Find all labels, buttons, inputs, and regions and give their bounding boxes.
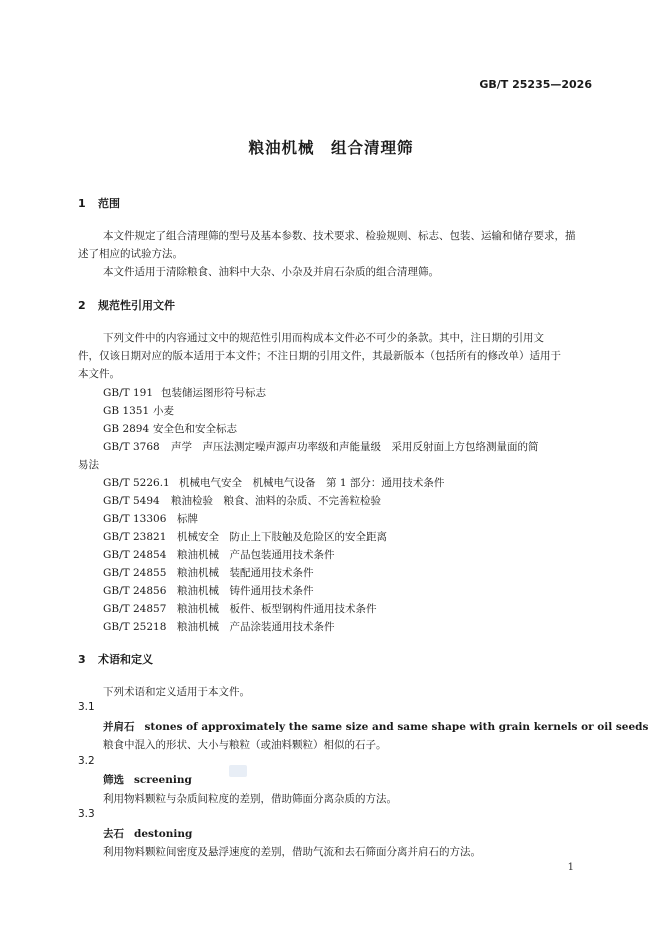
term-number: 3.1 xyxy=(78,701,95,713)
references-paragraph-line: 件，仅该日期对应的版本适用于本文件；不注日期的引用文件，其最新版本（包括所有的修改单）适用于 xyxy=(78,350,561,362)
section-number: 3 xyxy=(78,653,86,666)
reference-code: GB/T 3768 xyxy=(103,441,160,453)
reference-item-continuation: 易法 xyxy=(78,459,99,471)
reference-item xyxy=(103,583,314,598)
reference-item xyxy=(103,547,335,562)
section-3-heading xyxy=(78,651,153,667)
reference-code: GB/T 23821 xyxy=(103,531,167,543)
reference-item xyxy=(103,529,387,544)
section-title: 术语和定义 xyxy=(98,653,153,666)
term-heading xyxy=(103,719,648,734)
reference-title: 声学 声压法测定噪声源声功率级和声能量级 采用反射面上方包络测量面的简 xyxy=(171,441,539,453)
reference-title: 粮油机械 装配通用技术条件 xyxy=(177,567,314,579)
scope-paragraph-line: 本文件规定了组合清理筛的型号及基本参数、技术要求、检验规则、标志、包装、运输和储存要求，描 xyxy=(103,230,576,242)
scope-paragraph-line: 述了相应的试验方法。 xyxy=(78,248,183,260)
term-number: 3.2 xyxy=(78,755,95,767)
reference-item xyxy=(103,385,266,400)
section-number: 2 xyxy=(78,299,86,312)
reference-title: 小麦 xyxy=(153,405,174,417)
term-definition: 利用物料颗粒与杂质间粒度的差别，借助筛面分离杂质的方法。 xyxy=(103,793,397,805)
term-definition: 粮食中混入的形状、大小与粮粒（或油料颗粒）相似的石子。 xyxy=(103,739,387,751)
reference-code: GB/T 191 xyxy=(103,387,154,399)
term-heading xyxy=(103,826,192,841)
reference-title: 粮油机械 板件、板型钢构件通用技术条件 xyxy=(177,603,377,615)
reference-title: 粮油机械 产品涂装通用技术条件 xyxy=(177,621,335,633)
reference-code: GB/T 24854 xyxy=(103,549,167,561)
references-paragraph-line: 下列文件中的内容通过文中的规范性引用而构成本文件必不可少的条款。其中，注日期的引用文 xyxy=(103,332,544,344)
page-number: 1 xyxy=(567,862,574,873)
reference-title: 标牌 xyxy=(177,513,198,525)
reference-code: GB/T 25218 xyxy=(103,621,167,633)
term-chinese: 筛选 xyxy=(103,774,124,786)
section-2-heading xyxy=(78,297,175,313)
document-title: 粮油机械 组合清理筛 xyxy=(248,139,414,157)
watermark-stamp xyxy=(229,765,247,777)
reference-code: GB/T 13306 xyxy=(103,513,167,525)
reference-title: 包装储运图形符号标志 xyxy=(161,387,266,399)
term-english: screening xyxy=(134,774,192,786)
reference-title: 机械电气安全 机械电气设备 第 1 部分：通用技术条件 xyxy=(179,477,445,489)
std-code: GB/T 25235—2026 xyxy=(479,78,592,91)
reference-item xyxy=(103,619,335,634)
terms-intro: 下列术语和定义适用于本文件。 xyxy=(103,686,250,698)
reference-code: GB/T 5226.1 xyxy=(103,477,170,489)
section-1-heading xyxy=(78,195,120,211)
reference-title: 粮油机械 铸件通用技术条件 xyxy=(177,585,314,597)
section-number: 1 xyxy=(78,197,86,210)
scope-paragraph: 本文件适用于清除粮食、油料中大杂、小杂及并肩石杂质的组合清理筛。 xyxy=(103,266,439,278)
reference-item xyxy=(103,511,198,526)
reference-item xyxy=(103,565,314,580)
references-paragraph-line: 本文件。 xyxy=(78,368,120,380)
reference-item xyxy=(103,493,381,508)
reference-item xyxy=(103,439,539,454)
term-heading xyxy=(103,772,192,787)
section-title: 规范性引用文件 xyxy=(98,299,175,312)
term-chinese: 去石 xyxy=(103,828,124,840)
reference-item xyxy=(103,403,174,418)
reference-code: GB 2894 xyxy=(103,423,150,435)
term-english: destoning xyxy=(134,828,193,840)
section-title: 范围 xyxy=(98,197,120,210)
reference-title: 安全色和安全标志 xyxy=(153,423,237,435)
reference-title: 粮油检验 粮食、油料的杂质、不完善粒检验 xyxy=(171,495,381,507)
reference-code: GB/T 24857 xyxy=(103,603,167,615)
reference-title: 粮油机械 产品包装通用技术条件 xyxy=(177,549,335,561)
term-chinese: 并肩石 xyxy=(103,721,135,733)
reference-code: GB/T 5494 xyxy=(103,495,160,507)
reference-item xyxy=(103,421,237,436)
reference-code: GB/T 24856 xyxy=(103,585,167,597)
term-number: 3.3 xyxy=(78,808,95,820)
term-english: stones of approximately the same size and same shape with grain kernels or oil seeds xyxy=(144,721,649,733)
reference-code: GB 1351 xyxy=(103,405,150,417)
reference-item xyxy=(103,601,377,616)
term-definition: 利用物料颗粒间密度及悬浮速度的差别，借助气流和去石筛面分离并肩石的方法。 xyxy=(103,846,481,858)
reference-item xyxy=(103,475,444,490)
reference-code: GB/T 24855 xyxy=(103,567,167,579)
reference-title: 机械安全 防止上下肢触及危险区的安全距离 xyxy=(177,531,387,543)
